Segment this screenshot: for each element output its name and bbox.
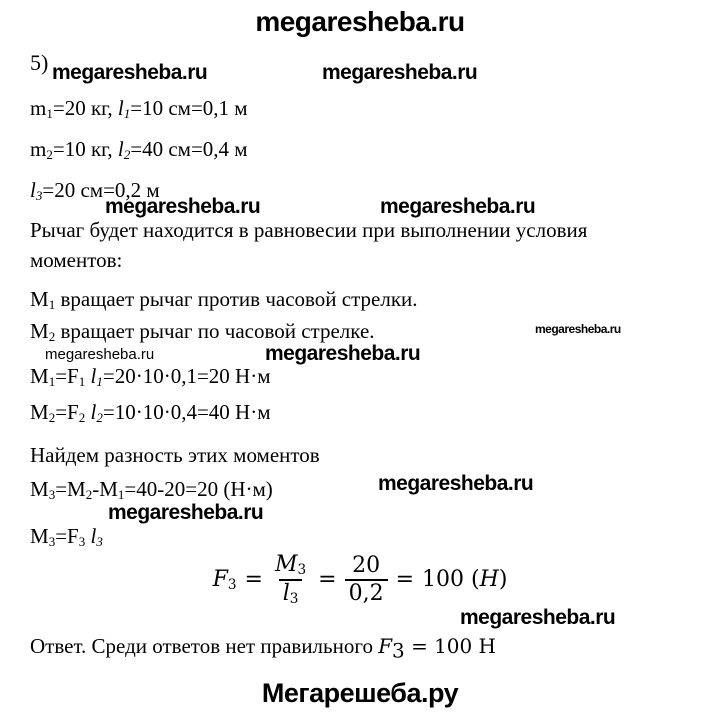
watermark-megaresheba: megaresheba.ru (535, 322, 621, 336)
watermark-megaresheba: megaresheba.ru (322, 61, 478, 84)
formula-lhs: F3 (212, 566, 237, 593)
watermark-megaresheba: megaresheba.ru (52, 61, 208, 84)
given-length3-line: l3=20 см=0,2 м (30, 178, 160, 203)
watermark-megaresheba: megaresheba.ru (45, 346, 155, 363)
moment3-force-equation: M3=F3 l3 (30, 524, 103, 549)
given-mass2-line: m2=10 кг, l2=40 см=0,4 м (30, 137, 248, 162)
find-difference-sentence: Найдем разность этих моментов (30, 443, 320, 467)
force-formula (0, 552, 720, 607)
footer-brand: Мегарешеба.ру (261, 678, 459, 708)
watermark-megaresheba: megaresheba.ru (378, 472, 534, 495)
formula-fraction-20-02 (345, 553, 388, 606)
formula-fraction-m3-l3 (271, 552, 310, 607)
moment2-equation: M2=F2 l2=10·10·0,4=40 Н·м (30, 400, 271, 425)
equilibrium-condition-line1: Рычаг будет находится в равновесии при выполнении условия (30, 218, 588, 242)
fraction-denominator: 0,2 (345, 579, 388, 606)
moment1-rotation-sentence: М1 вращает рычаг против часовой стрелки. (30, 287, 418, 312)
equals-sign: = (395, 567, 415, 593)
answer-sentence: Ответ. Среди ответов нет правильного F3 = 100 Н (30, 634, 496, 663)
equals-sign: = (244, 567, 263, 593)
moment1-equation: M1=F1 l1=20·10·0,1=20 Н·м (30, 364, 271, 389)
header-watermark: megaresheba.ru (255, 6, 465, 37)
watermark-megaresheba: megaresheba.ru (108, 501, 264, 524)
fraction-numerator: 20 (352, 553, 381, 579)
watermark-megaresheba: megaresheba.ru (460, 606, 616, 629)
formula-result: 100 (H) (422, 567, 508, 593)
fraction-denominator: l3 (279, 579, 303, 608)
moment2-rotation-sentence: М2 вращает рычаг по часовой стрелке. (30, 319, 375, 344)
moment3-difference-equation: M3=M2-M1=40-20=20 (Н·м) (30, 477, 273, 502)
equals-sign: = (318, 567, 337, 593)
watermark-megaresheba: megaresheba.ru (105, 195, 261, 218)
given-mass1-line: m1=20 кг, l1=10 см=0,1 м (30, 96, 248, 121)
equilibrium-condition-line2: моментов: (30, 248, 123, 272)
problem-number: 5) (30, 50, 49, 75)
watermark-megaresheba: megaresheba.ru (265, 342, 421, 365)
watermark-megaresheba: megaresheba.ru (380, 195, 536, 218)
fraction-numerator: M3 (274, 552, 307, 578)
